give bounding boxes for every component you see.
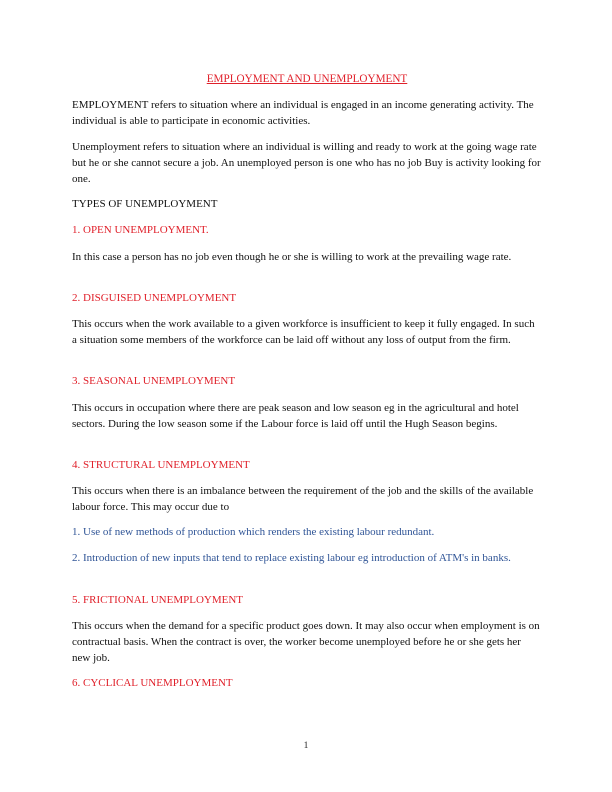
section-body-open: In this case a person has no job even though he or she is willing to work at the prevailing wage rate. [72,251,512,263]
section-heading-structural: 4. STRUCTURAL UNEMPLOYMENT [72,459,250,471]
section-body-seasonal: This occurs in occupation where there are peak season and low season eg in the agricultural and hotel sectors. During the low season some if the Labour force is laid off until the Hugh Season begins. [72,402,519,430]
section-heading-open: 1. OPEN UNEMPLOYMENT. [72,224,209,236]
page-number: 1 [303,741,309,751]
section-body-frictional: This occurs when the demand for a specific product goes down. It may also occur when employment is on contractual basis. When the contract is over, the worker become unemployed before he or she gets her new job. [72,620,540,664]
section-heading-seasonal: 3. SEASONAL UNEMPLOYMENT [72,375,236,387]
structural-cause-1: 1. Use of new methods of production which renders the existing labour redundant. [72,526,435,538]
document-title: EMPLOYMENT AND UNEMPLOYMENT [206,73,408,85]
unemployment-definition: Unemployment refers to situation where an individual is willing and ready to work at the going wage rate but he or she cannot secure a job. An unemployed person is one who has no job Buy is activity looking for one. [72,141,541,185]
employment-definition: EMPLOYMENT refers to situation where an individual is engaged in an income generating activity. The individual is able to participate in economic activities. [72,99,534,127]
section-body-structural: This occurs when there is an imbalance between the requirement of the job and the skills of the available labour force. This may occur due to [72,485,534,513]
structural-cause-2: 2. Introduction of new inputs that tend to replace existing labour eg introduction of ATM's in banks. [72,552,511,564]
section-heading-frictional: 5. FRICTIONAL UNEMPLOYMENT [72,594,244,606]
types-heading: TYPES OF UNEMPLOYMENT [72,198,218,210]
section-heading-cyclical: 6. CYCLICAL UNEMPLOYMENT [72,677,233,689]
section-heading-disguised: 2. DISGUISED UNEMPLOYMENT [72,292,237,304]
section-body-disguised: This occurs when the work available to a given workforce is insufficient to keep it fully engaged. In such a situation some members of the workforce can be laid off without any loss of output from the firm. [72,318,535,346]
